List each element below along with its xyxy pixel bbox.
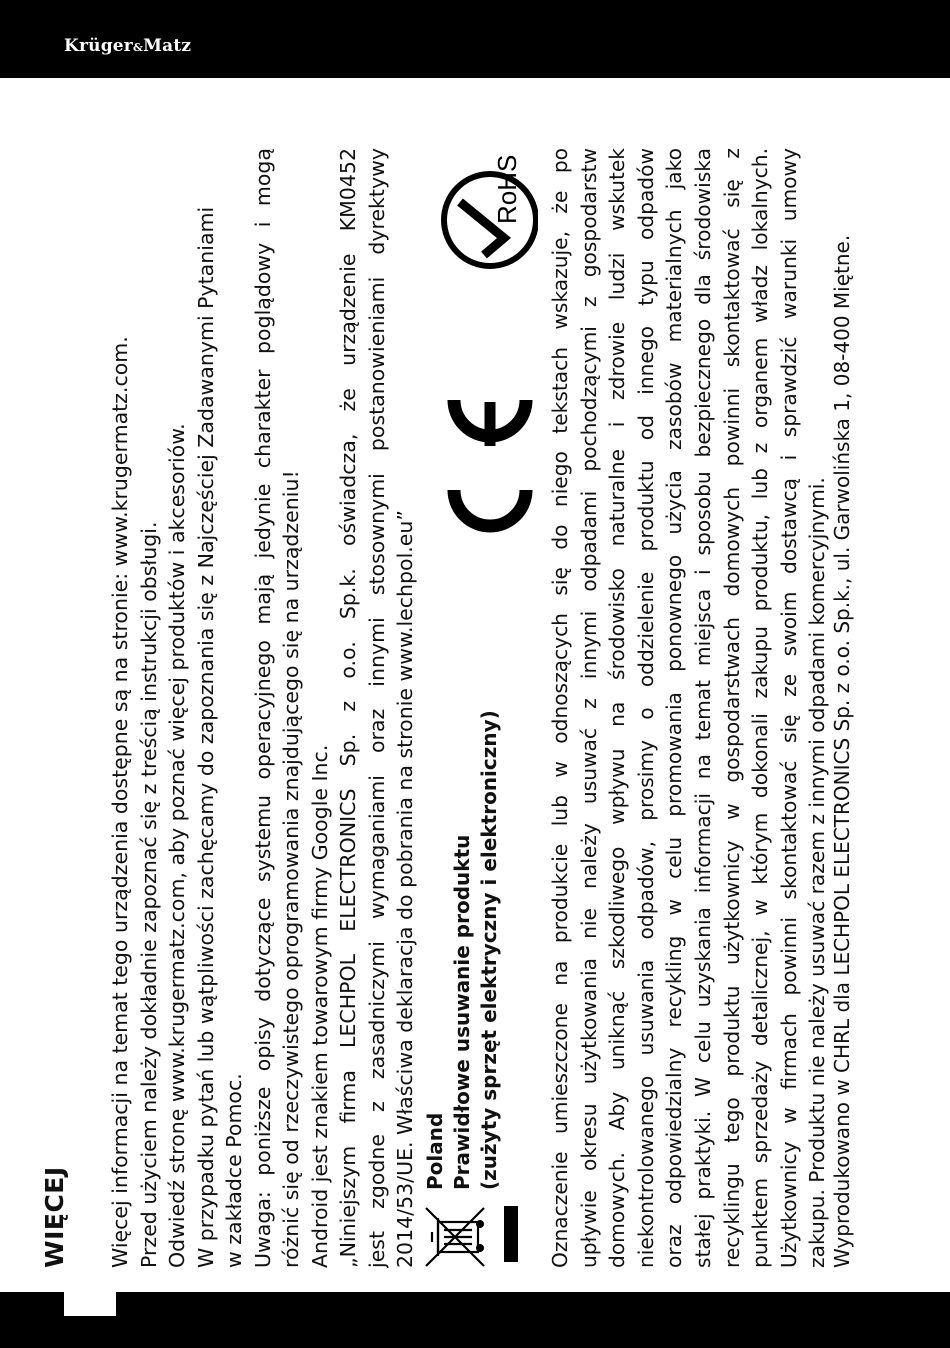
manufacturer-footer: Wyprodukowano w CHRL dla LECHPOL ELECTRONICS Sp. z o.o. Sp.k., ul. Garwolińska 1, 08-400 Miętne. bbox=[830, 234, 854, 1268]
section-title: WIĘCEJ bbox=[40, 1166, 69, 1268]
rohs-icon bbox=[444, 155, 536, 266]
disposal-line: niekontrolowanego usuwania odpadów, prosimy o oddzielenie produktu od innego typu odpadów bbox=[633, 148, 658, 1268]
page-number-box bbox=[64, 1292, 116, 1316]
disposal-line: zakupu. Produktu nie należy usuwać razem z innymi odpadami komercyjnymi. bbox=[805, 477, 830, 1268]
info-line: Android jest znakiem towarowym firmy Google Inc. bbox=[307, 744, 332, 1268]
info-line: W przypadku pytań lub wątpliwości zachęcamy do zapoznania się z Najczęściej Zadawanymi Pytaniami bbox=[193, 206, 218, 1268]
info-line: jest zgodne z zasadniczymi wymaganiami oraz innymi stosownymi postanowieniami dyrektywy bbox=[364, 148, 389, 1268]
disposal-line: punktem sprzedaży detalicznej, w którym dokonali zakupu produktu, lub z organem władz lokalnych. bbox=[748, 148, 773, 1268]
country-label: Poland bbox=[423, 1112, 447, 1190]
info-line: Przed użyciem należy dokładnie zapoznać się z treścią instrukcji obsługi. bbox=[136, 521, 161, 1268]
info-line: różnić się od rzeczywistego oprogramowania znajdującego się na urządzeniu! bbox=[279, 470, 303, 1268]
disposal-line: Użytkownicy w firmach powinni skontaktować się ze swoim dostawcą i sprawdzić warunki umowy bbox=[776, 148, 801, 1268]
brand-logo: Krüger&Matz bbox=[64, 36, 192, 56]
info-line: Więcej informacji na temat tego urządzenia dostępne są na stronie: www.krugermatz.com. bbox=[108, 336, 132, 1268]
footer-bar bbox=[0, 1292, 950, 1348]
disposal-subtitle: (zużyty sprzęt elektryczny i elektroniczny) bbox=[477, 710, 501, 1190]
info-line: w zakładce Pomoc. bbox=[222, 1073, 246, 1268]
weee-black-bar bbox=[504, 1206, 518, 1262]
info-line: Odwiedź stronę www.krugermatz.com, aby poznać więcej produktów i akcesoriów. bbox=[165, 423, 189, 1268]
info-line: 2014/53/UE. Właściwa deklaracja do pobrania na stronie www.lechpol.eu” bbox=[393, 509, 417, 1268]
disposal-line: upływie okresu użytkowania nie należy usuwać z innymi odpadami pochodzącymi z gospodarstw bbox=[576, 148, 601, 1268]
disposal-heading bbox=[422, 710, 503, 1190]
rotated-page-content bbox=[40, 100, 860, 1290]
disposal-line: stałej praktyki. W celu uzyskania informacji na temat miejsca i sposobu bezpiecznego dla środowiska bbox=[690, 148, 715, 1268]
header-bar bbox=[0, 0, 950, 78]
crossed-bin-icon bbox=[422, 1200, 502, 1270]
info-text-block bbox=[106, 148, 420, 1268]
disposal-title: Prawidłowe usuwanie produktu bbox=[450, 834, 474, 1190]
certification-logos bbox=[438, 140, 538, 560]
disposal-line: domowych. Aby uniknąć szkodliwego wpływu na środowisko naturalne i zdrowie ludzi wskutek bbox=[605, 148, 630, 1268]
ce-mark-icon bbox=[454, 400, 526, 526]
disposal-line: recyklingu tego produktu użytkownicy w gospodarstwach domowych powinni skontaktować się z bbox=[719, 148, 744, 1268]
disposal-line: Oznaczenie umieszczone na produkcie lub w odnoszących się do niego tekstach wskazuje, że po bbox=[548, 148, 572, 1268]
info-line: „Niniejszym firma LECHPOL ELECTRONICS Sp. z o.o. Sp.k. oświadcza, że urządzenie KM0452 bbox=[336, 148, 360, 1268]
info-line: Uwaga: poniższe opisy dotyczące systemu operacyjnego mają jedynie charakter poglądowy i mogą bbox=[250, 148, 275, 1268]
disposal-line: oraz odpowiedzialny recykling w celu promowania ponownego użycia zasobów materialnych jako bbox=[662, 148, 687, 1268]
rohs-label: RoHS bbox=[492, 154, 522, 224]
disposal-text-block bbox=[546, 148, 832, 1268]
